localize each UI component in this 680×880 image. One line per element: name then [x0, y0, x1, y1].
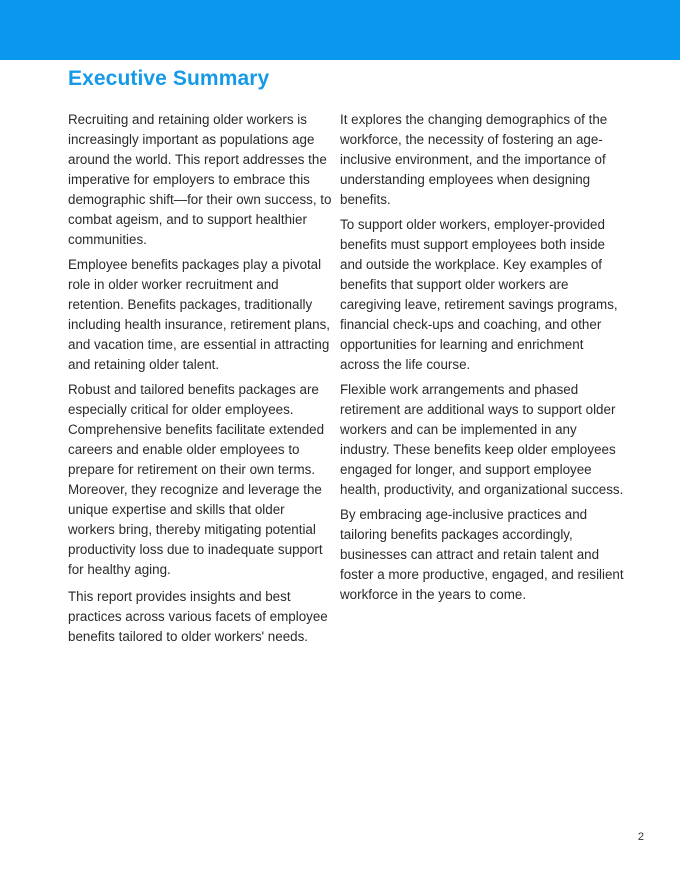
paragraph: By embracing age-inclusive practices and tailoring benefits packages accordingly, businesses can attract and retain talent and foster a more productive, engaged, and resilient workforce in the years to come. — [340, 507, 624, 602]
paragraph: Robust and tailored benefits packages are especially critical for older employees. Comprehensive benefits facilitate extended careers and enable older employees to prepare for retirement on their own terms. Moreover, they recognize and leverage the unique expertise and skills that older workers bring, thereby mitigating potential productivity loss due to inadequate support for healthy aging. — [68, 382, 325, 577]
page-number: 2 — [637, 831, 644, 843]
right-column — [340, 110, 624, 610]
paragraph: It explores the changing demographics of the workforce, the necessity of fostering an age-inclusive environment, and the importance of understanding employees when designing benefits. — [340, 112, 608, 207]
header-band — [0, 0, 680, 60]
paragraph: Recruiting and retaining older workers is increasingly important as populations age around the world. This report addresses the imperative for employers to embrace this demographic shift—for their own success, to combat ageism, and to support healthier communities. — [68, 112, 332, 247]
paragraph: Employee benefits packages play a pivotal role in older worker recruitment and retention. Benefits packages, traditionally including health insurance, retirement plans, and vacation time, are essential in attracting and retaining older talent. — [68, 257, 331, 372]
paragraph: This report provides insights and best practices across various facets of employee benefits tailored to older workers' needs. — [68, 589, 328, 644]
paragraph: Flexible work arrangements and phased retirement are additional ways to support older workers and can be implemented in any industry. These benefits keep older employees engaged for longer, and support employee health, productivity, and organizational success. — [340, 382, 624, 497]
page-title: Executive Summary — [68, 67, 270, 90]
left-column — [68, 110, 334, 652]
paragraph: To support older workers, employer-provided benefits must support employees both inside and outside the workplace. Key examples of benefits that support older workers are caregiving leave, retirement savings programs, financial check-ups and coaching, and other opportunities for learning and enrichment across the life course. — [340, 217, 618, 372]
